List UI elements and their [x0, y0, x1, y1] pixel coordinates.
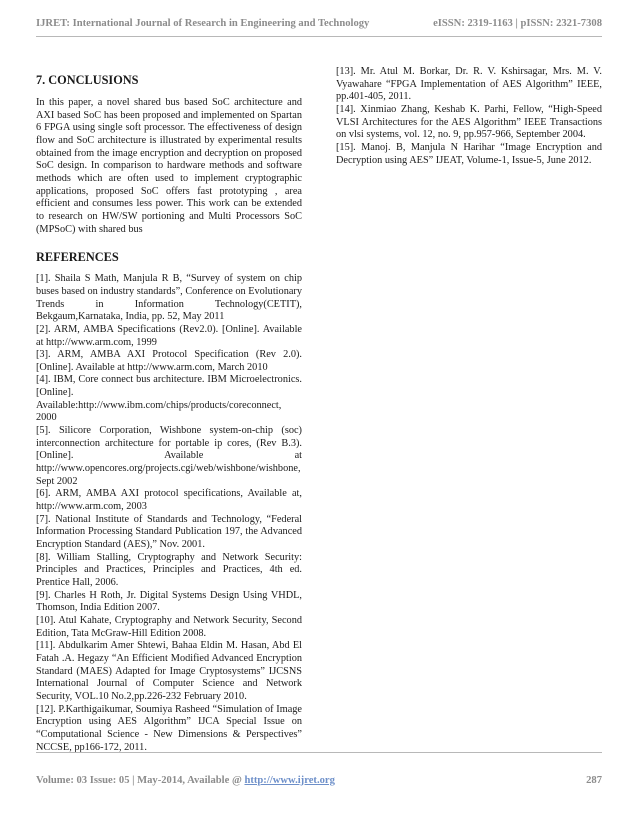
footer-volume-info [36, 775, 335, 786]
reference-5: [5]. Silicore Corporation, Wishbone system-on-chip (soc) interconnection architecture for portable ip cores, (Rev B.3). [Online]. Available at http://www.opencores.org/projects.cgi/web/wishbone/wishbone, Sept 2002 [36, 425, 302, 487]
reference-10: [10]. Atul Kahate, Cryptography and Network Security, Second Edition, Tata McGraw-Hill Edition 2008. [36, 614, 302, 639]
reference-2: [2]. ARM, AMBA Specifications (Rev2.0). [Online]. Available at http://www.arm.com, 1999 [36, 323, 302, 348]
references-heading: REFERENCES [36, 250, 119, 265]
reference-4: [4]. IBM, Core connect bus architecture. IBM Microelectronics. [Online]. Available:http://www.ibm.com/chips/products/coreconnect, 2000 [36, 374, 302, 424]
conclusions-text: In this paper, a novel shared bus based SoC architecture and AXI based SoC has been proposed and implemented on Spartan 6 FPGA using single soft processor. The effectiveness of design flow and SoC architecture is illustrated by experimental results obtained from the image encryption and decryption on proposed SoC design. In comparison to hardware methods and software methods which are often used to implement cryptographic applications, proposed SoC offers fast prototyping , area efficient and consumes less power. This work can be extended to research on HW/SW portioning and Multi Processors SoC (MPSoC) with shared bus [36, 97, 302, 235]
page-number: 287 [586, 774, 602, 786]
reference-13: [13]. Mr. Atul M. Borkar, Dr. R. V. Kshirsagar, Mrs. M. V. Vyawahare “FPGA Implementation of AES Algorithm” IEEE, pp.401-405, 2011. [336, 66, 602, 103]
running-header [36, 14, 602, 32]
reference-9: [9]. Charles H Roth, Jr. Digital Systems Design Using VHDL, Thomson, India Edition 2007. [36, 589, 302, 614]
reference-6: [6]. ARM, AMBA AXI protocol specifications, Available at, http://www.arm.com, 2003 [36, 488, 302, 513]
footer-prefix: Volume: 03 Issue: 05 | May-2014, Available @ [36, 774, 245, 786]
reference-3: [3]. ARM, AMBA AXI Protocol Specification (Rev 2.0). [Online]. Available at http://www.arm.com, March 2010 [36, 349, 302, 373]
reference-11: [11]. Abdulkarim Amer Shtewi, Bahaa Eldin M. Hasan, Abd El Fatah .A. Hegazy “An Efficient Modified Advanced Encryption Standard (MAES) Adapted for Image Cryptosystems” IJCSNS International Journal of Computer Science and Network Security, VOL.10 No.2,pp.226-232 February 2010. [36, 640, 302, 702]
reference-14: [14]. Xinmiao Zhang, Keshab K. Parhi, Fellow, “High-Speed VLSI Architectures for the AES Algorithm” IEEE Transactions on vlsi systems, vol. 12, no. 9, pp.957-966, September 2004. [336, 103, 602, 141]
running-footer [36, 772, 602, 788]
footer-divider [36, 752, 602, 753]
reference-8: [8]. William Stalling, Cryptography and Network Security: Principles and Practices, Principles and Practices, 4th ed. Prentice Hall, 2006. [36, 551, 302, 588]
conclusions-heading: 7. CONCLUSIONS [36, 73, 139, 87]
reference-12: [12]. P.Karthigaikumar, Soumiya Rasheed “Simulation of Image Encryption using AES Algorithm” IJCA Special Issue on “Computational Science - New Dimensions & Perspectives” NCCSE, pp166-172, 2011. [36, 703, 302, 753]
reference-7: [7]. National Institute of Standards and Technology, “Federal Information Processing Standard Publication 197, the Advanced Encryption Standard (AES),” Nov. 2001. [36, 513, 302, 550]
header-divider [36, 36, 602, 37]
left-column [36, 66, 302, 754]
issn-info: eISSN: 2319-1163 | pISSN: 2321-7308 [433, 17, 602, 29]
journal-website-link[interactable]: http://www.ijret.org [244, 774, 335, 786]
right-column [336, 66, 602, 167]
journal-title: IJRET: International Journal of Research in Engineering and Technology [36, 17, 370, 29]
reference-15: [15]. Manoj. B, Manjula N Harihar “Image Encryption and Decryption using AES” IJEAT, Volume-1, Issue-5, June 2012. [336, 141, 602, 166]
reference-1: [1]. Shaila S Math, Manjula R B, “Survey of system on chip buses based on industry standards”, Conference on Evolutionary Trends in Information Technology(CETIT), Bekgaum,Karnataka, India, pp. 52, May 2011 [36, 273, 302, 323]
